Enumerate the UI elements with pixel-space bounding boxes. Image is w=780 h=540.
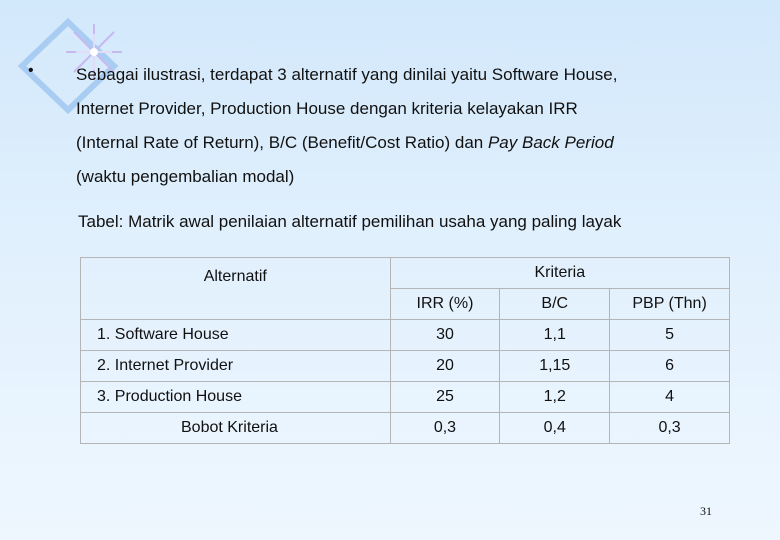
cell-value: 20: [390, 351, 500, 382]
weight-value: 0,3: [610, 413, 730, 444]
table-row: [81, 382, 730, 413]
table-row: [81, 351, 730, 382]
alternatif-header: Alternatif: [81, 258, 391, 320]
cell-value: 1,2: [500, 382, 610, 413]
cell-value: 25: [390, 382, 500, 413]
row-label: 3. Production House: [81, 382, 391, 413]
page-number: 31: [700, 504, 712, 518]
weights-row: [81, 413, 730, 444]
paragraph-line: (waktu pengembalian modal): [76, 167, 295, 186]
table-row: [81, 320, 730, 351]
column-header-pbp: PBP (Thn): [610, 289, 730, 320]
cell-value: 6: [610, 351, 730, 382]
header-row: [81, 258, 730, 289]
cell-value: 5: [610, 320, 730, 351]
column-header-irr: IRR (%): [390, 289, 500, 320]
pay-back-period-emphasis: Pay Back Period: [487, 133, 614, 152]
weight-value: 0,3: [390, 413, 500, 444]
cell-value: 1,15: [500, 351, 610, 382]
paragraph-line: Sebagai ilustrasi, terdapat 3 alternatif yang dinilai yaitu Software House,: [76, 65, 618, 84]
row-label: 1. Software House: [81, 320, 391, 351]
row-label: 2. Internet Provider: [81, 351, 391, 382]
paragraph-line: Internet Provider, Production House dengan kriteria kelayakan IRR: [76, 99, 578, 118]
table-caption: Tabel: Matrik awal penilaian alternatif pemilihan usaha yang paling layak: [78, 212, 622, 231]
kriteria-header: Kriteria: [390, 258, 729, 289]
paragraph-line: (Internal Rate of Return), B/C (Benefit/Cost Ratio) dan Pay Back Period: [76, 133, 614, 152]
cell-value: 30: [390, 320, 500, 351]
bullet-symbol: •: [28, 62, 34, 79]
column-header-bc: B/C: [500, 289, 610, 320]
paragraph-text: [76, 58, 766, 194]
weight-value: 0,4: [500, 413, 610, 444]
criteria-matrix-table: [80, 257, 730, 444]
cell-value: 4: [610, 382, 730, 413]
cell-value: 1,1: [500, 320, 610, 351]
weights-label: Bobot Kriteria: [81, 413, 391, 444]
